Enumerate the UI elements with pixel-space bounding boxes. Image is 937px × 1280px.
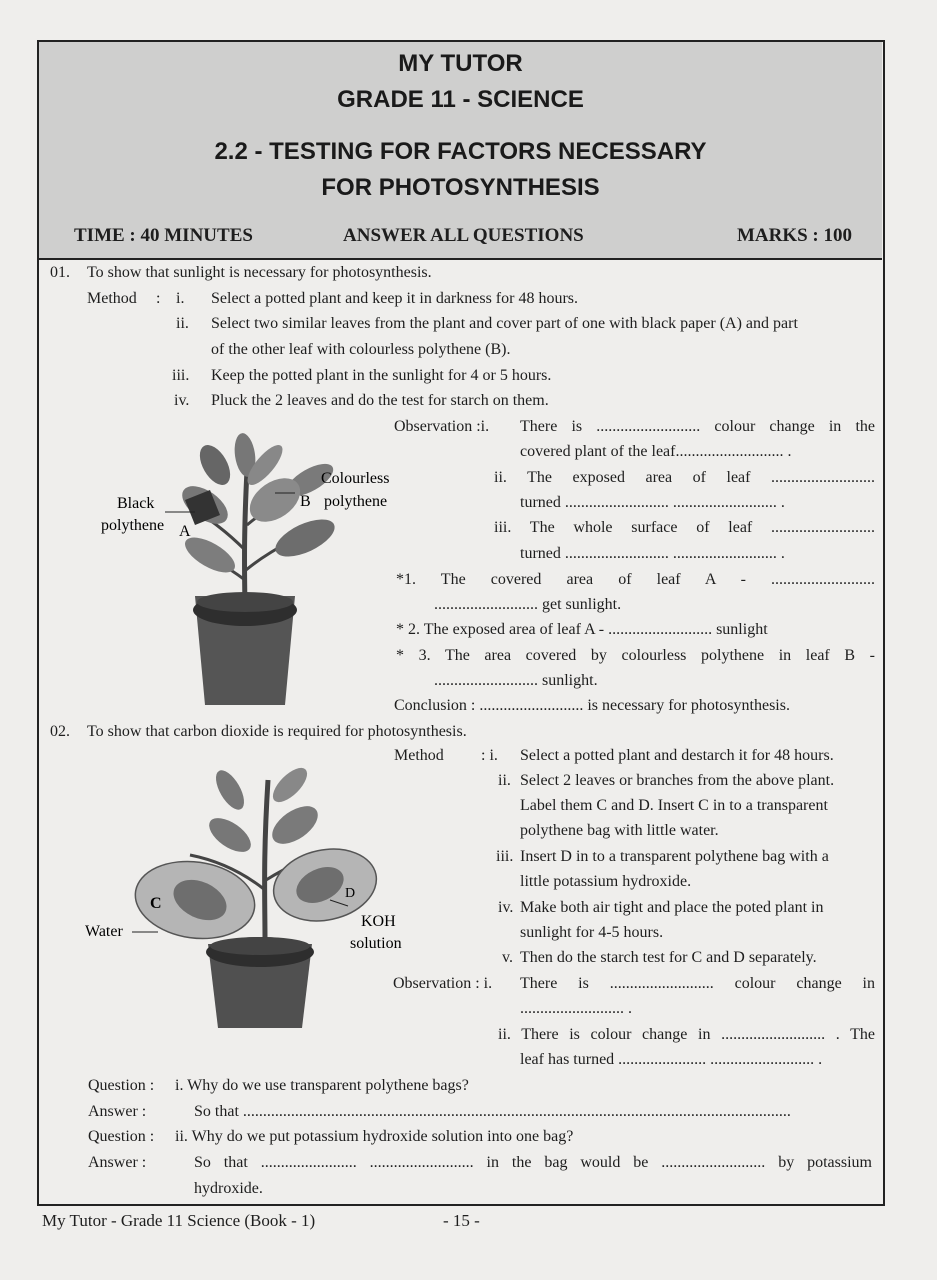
q1-step-text: Pluck the 2 leaves and do the test for starch on them. <box>211 392 549 409</box>
plant-1-illustration <box>176 432 340 705</box>
q2-step-text-cont: Label them C and D. Insert C in to a transparent <box>520 797 828 814</box>
q2-step-text: Make both air tight and place the poted plant in <box>520 899 824 916</box>
q2-obs-i-cont: .......................... . <box>520 1000 632 1017</box>
q1-step-num: i. <box>176 290 185 307</box>
page-title-line1: 2.2 - TESTING FOR FACTORS NECESSARY <box>214 138 707 165</box>
footer-book-title: My Tutor - Grade 11 Science (Book - 1) <box>42 1211 316 1230</box>
q2-step-text: Then do the starch test for C and D separately. <box>520 949 817 966</box>
q2-step-text-cont: polythene bag with little water. <box>520 822 719 839</box>
q2-step-text-cont: little potassium hydroxide. <box>520 873 692 890</box>
label-koh: KOH <box>361 913 396 930</box>
q1-observation-label: Observation :i. <box>394 418 490 435</box>
q2-answer1: So that ......................................................................................................................................... <box>194 1103 791 1120</box>
q1-method-label: Method <box>87 290 137 307</box>
label-c: C <box>150 895 162 912</box>
q2-question2: ii. Why do we put potassium hydroxide solution into one bag? <box>175 1128 574 1145</box>
potted-plant-diagram-1 <box>95 430 405 710</box>
q1-obs-ii: ii. The exposed area of leaf .......................... <box>494 469 875 486</box>
q1-conclusion: Conclusion : .......................... is necessary for photosynthesis. <box>394 697 790 714</box>
q1-star1: *1. The covered area of leaf A - .......................... <box>396 571 875 588</box>
q2-method-label: Method <box>394 747 444 764</box>
q1-step-num: ii. <box>176 315 189 332</box>
label-water: Water <box>85 923 123 940</box>
q2-question1: i. Why do we use transparent polythene bags? <box>175 1077 469 1094</box>
q1-obs-i-cont: covered plant of the leaf........................... . <box>520 443 792 460</box>
q2-obs-ii: ii. There is colour change in .......................... . The <box>498 1026 875 1043</box>
q1-obs-iii: iii. The whole surface of leaf .......................... <box>494 519 875 536</box>
page-title-line2: FOR PHOTOSYNTHESIS <box>321 174 600 201</box>
q1-step-text: Keep the potted plant in the sunlight for 4 or 5 hours. <box>211 367 552 384</box>
label-a: A <box>179 523 191 540</box>
q2-obs-i: There is .......................... colour change in <box>520 975 875 992</box>
q2-step-text: Insert D in to a transparent polythene bag with a <box>520 848 829 865</box>
q1-star1-cont: .......................... get sunlight. <box>434 596 622 613</box>
q2-step-text: Select a potted plant and destarch it for 48 hours. <box>520 747 834 764</box>
q2-answer2-label: Answer : <box>88 1154 147 1171</box>
q1-star3-cont: .......................... sunlight. <box>434 672 598 689</box>
instruction-label: ANSWER ALL QUESTIONS <box>343 225 584 246</box>
q2-answer2-cont: hydroxide. <box>194 1180 263 1197</box>
q2-obs-ii-cont: leaf has turned ...................... .......................... . <box>520 1051 823 1068</box>
label-d: D <box>345 886 356 901</box>
q2-step-num: v. <box>502 949 513 966</box>
q1-obs-iii-cont: turned .......................... .......................... . <box>520 545 785 562</box>
q1-step-num: iii. <box>172 367 190 384</box>
q2-question2-label: Question : <box>88 1128 155 1145</box>
q1-star3: * 3. The area covered by colourless polythene in leaf B - <box>396 647 875 664</box>
q1-aim: To show that sunlight is necessary for photosynthesis. <box>87 264 432 281</box>
q1-step-text-cont: of the other leaf with colourless polythene (B). <box>211 341 511 358</box>
q2-question1-label: Question : <box>88 1077 155 1094</box>
q2-observation-label: Observation : i. <box>393 975 493 992</box>
label-b: B <box>300 493 311 510</box>
q2-answer1-label: Answer : <box>88 1103 147 1120</box>
q2-answer2: So that ........................ .......................... in the bag would be .......................... by potassium <box>194 1154 872 1171</box>
q1-step-text: Select a potted plant and keep it in darkness for 48 hours. <box>211 290 579 307</box>
q2-step-text-cont: sunlight for 4-5 hours. <box>520 924 664 941</box>
q1-step-num: iv. <box>174 392 190 409</box>
time-label: TIME : 40 MINUTES <box>74 225 253 246</box>
grade-title: GRADE 11 - SCIENCE <box>337 86 584 113</box>
header-banner <box>39 42 882 258</box>
label-black: Black <box>117 495 155 512</box>
q2-step-num: iv. <box>498 899 514 916</box>
label-polythene-b: polythene <box>324 493 388 510</box>
label-polythene-a: polythene <box>101 517 165 534</box>
q1-star2: * 2. The exposed area of leaf A - .......................... sunlight <box>396 621 768 638</box>
q2-aim: To show that carbon dioxide is required for photosynthesis. <box>87 723 467 740</box>
q1-obs-i: There is .......................... colour change in the <box>520 418 875 435</box>
q1-number: 01. <box>50 264 70 281</box>
q2-step-num: iii. <box>496 848 514 865</box>
q1-obs-ii-cont: turned .......................... .......................... . <box>520 494 785 511</box>
q2-step-num: ii. <box>498 772 511 789</box>
label-colourless: Colourless <box>321 470 390 487</box>
label-solution: solution <box>350 935 402 952</box>
brand-title: MY TUTOR <box>398 50 523 77</box>
footer-page-number: - 15 - <box>443 1211 480 1230</box>
q2-step-text: Select 2 leaves or branches from the above plant. <box>520 772 835 789</box>
marks-label: MARKS : 100 <box>736 225 852 246</box>
q1-step-text: Select two similar leaves from the plant and cover part of one with black paper (A) and part <box>211 315 798 332</box>
q2-number: 02. <box>50 723 70 740</box>
q2-step-num: : i. <box>481 747 498 764</box>
potted-plant-diagram-2 <box>80 760 420 1040</box>
